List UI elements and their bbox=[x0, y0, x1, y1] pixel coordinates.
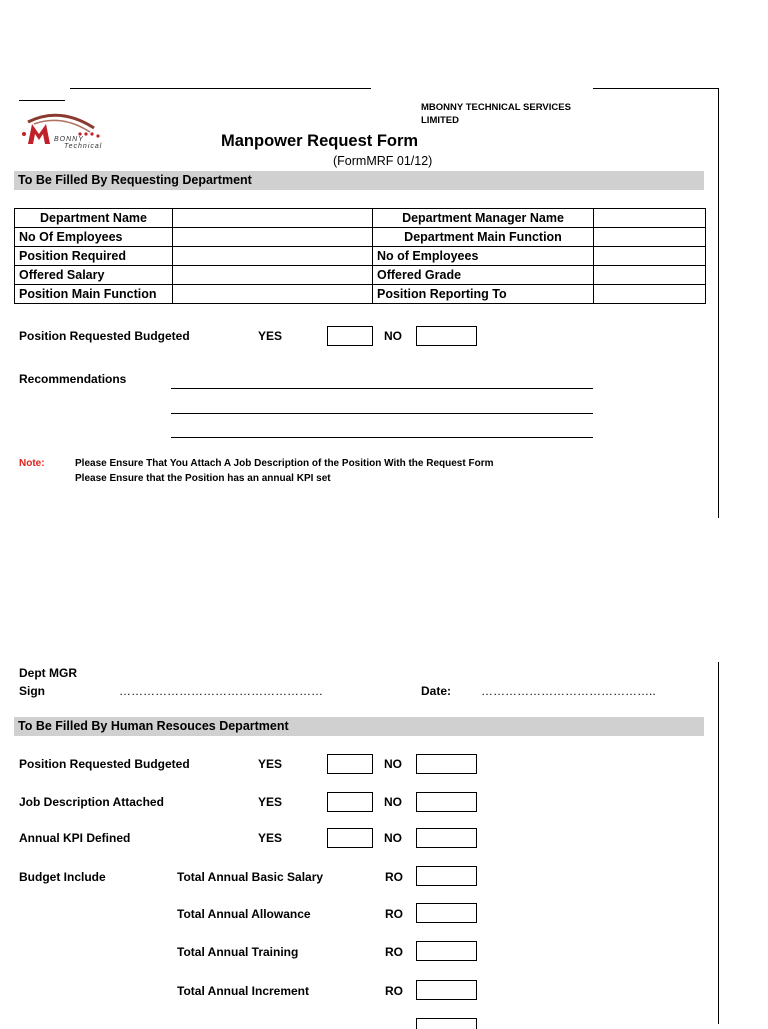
annual-kpi-label: Annual KPI Defined bbox=[19, 831, 131, 845]
no-label: NO bbox=[384, 329, 402, 343]
table-label: Position Main Function bbox=[15, 285, 173, 304]
yes-label: YES bbox=[258, 329, 283, 343]
department-manager-name-field[interactable] bbox=[594, 209, 706, 228]
budget-item-label: Total Annual Training bbox=[177, 945, 299, 959]
position-required-field[interactable] bbox=[173, 247, 373, 266]
note-line-2: Please Ensure that the Position has an annual KPI set bbox=[75, 473, 331, 484]
annual-kpi-no-box[interactable] bbox=[416, 828, 477, 848]
basic-salary-amount-box[interactable] bbox=[416, 866, 477, 886]
logo-text-bonny: BONNY bbox=[54, 136, 84, 143]
job-description-label: Job Description Attached bbox=[19, 795, 164, 809]
company-name: MBONNY TECHNICAL SERVICES LIMITED bbox=[421, 102, 571, 126]
no-of-employees-field[interactable] bbox=[173, 228, 373, 247]
currency-label: RO bbox=[385, 907, 403, 921]
offered-salary-field[interactable] bbox=[173, 266, 373, 285]
recommendations-line-3[interactable] bbox=[171, 437, 593, 438]
table-row bbox=[15, 285, 706, 304]
recommendations-line-2[interactable] bbox=[171, 413, 593, 414]
offered-grade-field[interactable] bbox=[594, 266, 706, 285]
allowance-amount-box[interactable] bbox=[416, 903, 477, 923]
table-label: Department Main Function bbox=[373, 228, 594, 247]
table-label: Position Required bbox=[15, 247, 173, 266]
recommendations-line-1[interactable] bbox=[171, 388, 593, 389]
yes-label: YES bbox=[258, 757, 283, 771]
annual-kpi-yes-box[interactable] bbox=[327, 828, 373, 848]
form-code: (FormMRF 01/12) bbox=[333, 154, 433, 168]
position-main-function-field[interactable] bbox=[173, 285, 373, 304]
currency-label: RO bbox=[385, 945, 403, 959]
department-info-table bbox=[14, 208, 706, 304]
hr-budgeted-yes-box[interactable] bbox=[327, 754, 373, 774]
page-edge-right-bottom bbox=[718, 662, 719, 1024]
position-no-of-employees-field[interactable] bbox=[594, 247, 706, 266]
table-label: Offered Salary bbox=[15, 266, 173, 285]
department-main-function-field[interactable] bbox=[594, 228, 706, 247]
table-row bbox=[15, 247, 706, 266]
currency-label: RO bbox=[385, 870, 403, 884]
company-logo bbox=[20, 112, 102, 154]
table-row bbox=[15, 228, 706, 247]
section2-header: To Be Filled By Human Resouces Department bbox=[18, 719, 289, 733]
yes-label: YES bbox=[258, 795, 283, 809]
section1-header: To Be Filled By Requesting Department bbox=[18, 173, 252, 187]
table-label: Department Manager Name bbox=[373, 209, 594, 228]
hr-budgeted-label: Position Requested Budgeted bbox=[19, 757, 190, 771]
page-title: Manpower Request Form bbox=[221, 132, 419, 150]
date-line[interactable]: …………………………………….. bbox=[481, 684, 656, 698]
no-label: NO bbox=[384, 831, 402, 845]
table-label: No Of Employees bbox=[15, 228, 173, 247]
no-label: NO bbox=[384, 757, 402, 771]
note-line-1: Please Ensure That You Attach A Job Description of the Position With the Request Form bbox=[75, 458, 494, 469]
section1-header-bar bbox=[14, 171, 704, 190]
table-label: Department Name bbox=[15, 209, 173, 228]
table-row bbox=[15, 209, 706, 228]
budget-include-label: Budget Include bbox=[19, 870, 106, 884]
table-label: Position Reporting To bbox=[373, 285, 594, 304]
table-label: Offered Grade bbox=[373, 266, 594, 285]
training-amount-box[interactable] bbox=[416, 941, 477, 961]
job-description-yes-box[interactable] bbox=[327, 792, 373, 812]
dept-mgr-label: Dept MGR bbox=[19, 666, 77, 680]
increment-amount-box[interactable] bbox=[416, 980, 477, 1000]
currency-label: RO bbox=[385, 984, 403, 998]
job-description-no-box[interactable] bbox=[416, 792, 477, 812]
section2-header-bar bbox=[14, 717, 704, 736]
date-label: Date: bbox=[421, 684, 452, 698]
department-name-field[interactable] bbox=[173, 209, 373, 228]
position-reporting-to-field[interactable] bbox=[594, 285, 706, 304]
logo-text-technical: Technical bbox=[64, 143, 103, 150]
budget-item-label: Total Annual Allowance bbox=[177, 907, 311, 921]
budget-item-label: Total Annual Increment bbox=[177, 984, 310, 998]
table-label: No of Employees bbox=[373, 247, 594, 266]
sign-label: Sign bbox=[19, 684, 45, 698]
budgeted-yes-box[interactable] bbox=[327, 326, 373, 346]
sign-line[interactable]: …………………………………………… bbox=[119, 684, 323, 698]
yes-label: YES bbox=[258, 831, 283, 845]
top-rule-middle bbox=[70, 88, 371, 89]
top-rule-short bbox=[19, 100, 65, 101]
top-rule-right bbox=[593, 88, 719, 89]
budgeted-no-box[interactable] bbox=[416, 326, 477, 346]
budget-item-label: Total Annual Basic Salary bbox=[177, 870, 324, 884]
budgeted-label: Position Requested Budgeted bbox=[19, 329, 190, 343]
recommendations-label: Recommendations bbox=[19, 372, 127, 386]
hr-budgeted-no-box[interactable] bbox=[416, 754, 477, 774]
no-label: NO bbox=[384, 795, 402, 809]
table-row bbox=[15, 266, 706, 285]
page-edge-right-top bbox=[718, 88, 719, 518]
note-label: Note: bbox=[19, 458, 45, 469]
